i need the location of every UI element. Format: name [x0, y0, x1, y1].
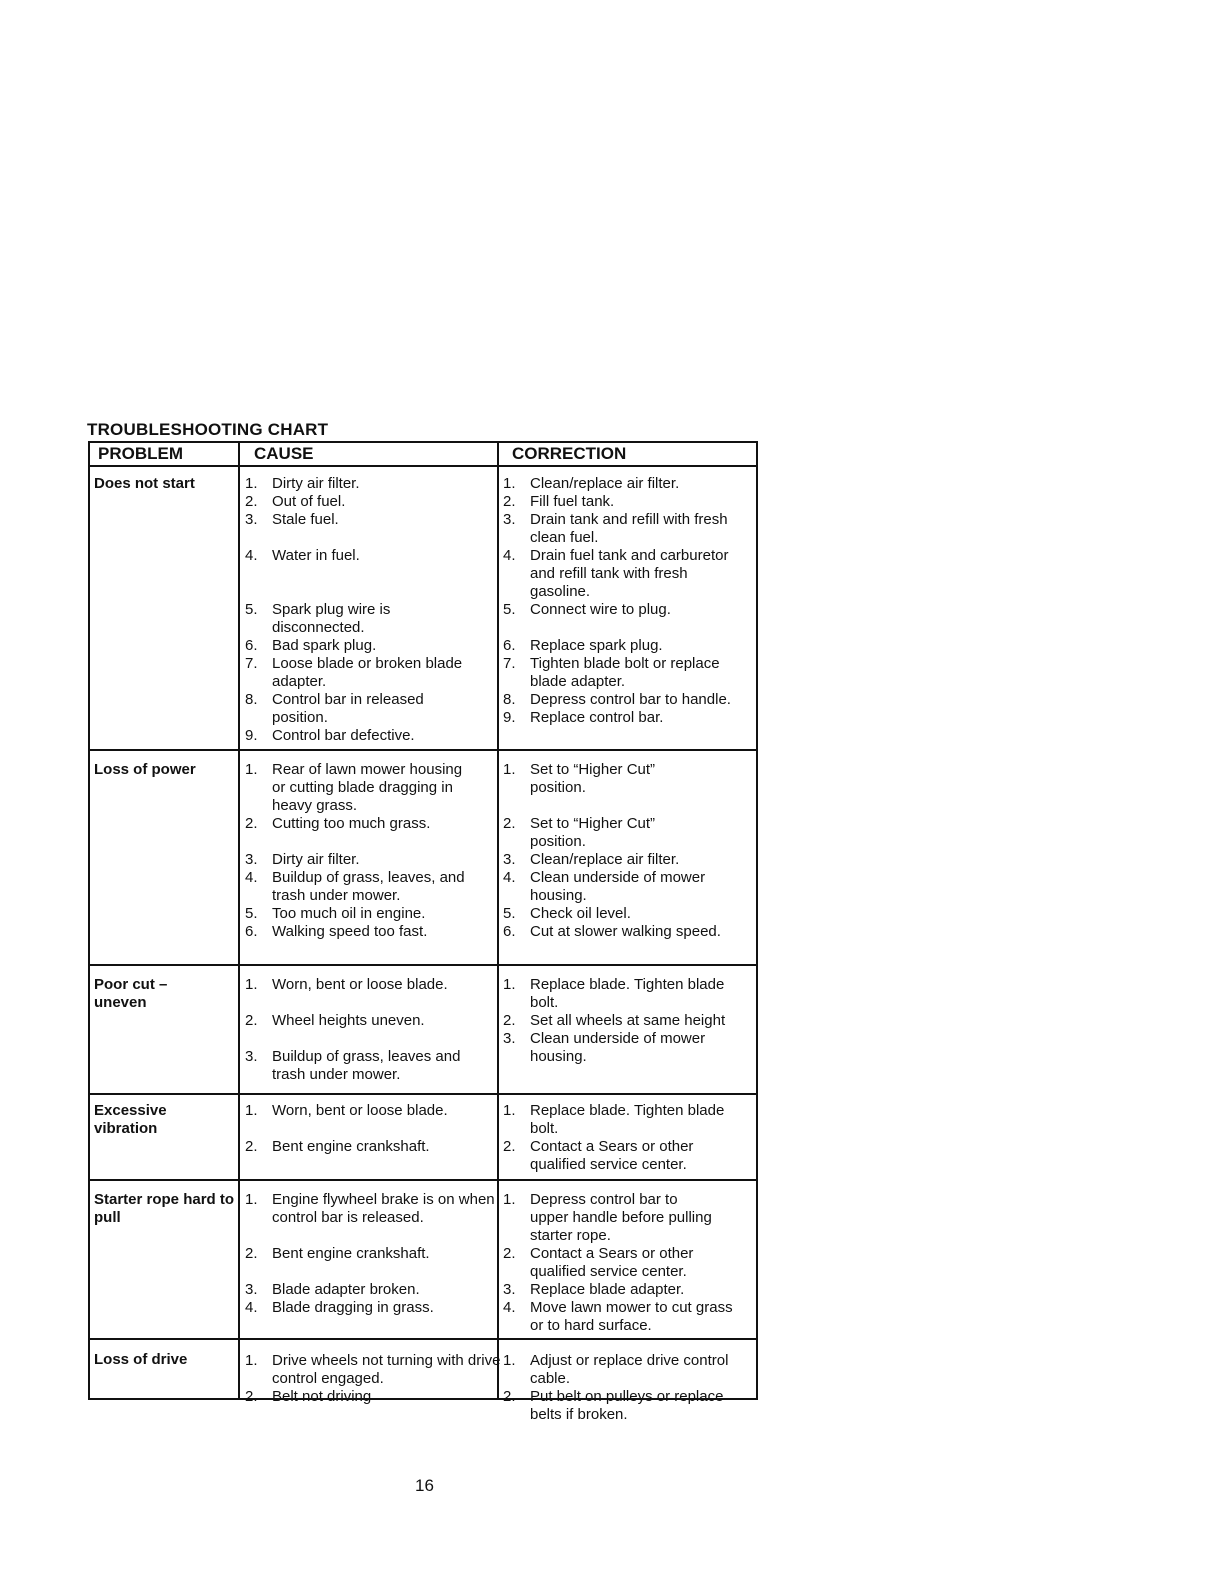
page-number: 16: [415, 1476, 434, 1495]
item-text: Check oil level.: [530, 905, 631, 922]
item-number: 4.: [503, 1299, 516, 1316]
list-item: [245, 1138, 493, 1156]
list-item: [503, 547, 745, 601]
list-item: [503, 1138, 745, 1174]
list-item: [245, 727, 493, 745]
item-text: Worn, bent or loose blade.: [272, 1102, 448, 1119]
item-number: 6.: [503, 637, 516, 654]
header-correction: CORRECTION: [512, 444, 627, 463]
item-text: Adjust or replace drive control cable.: [530, 1352, 729, 1387]
list-item: [245, 691, 482, 727]
list-item: [245, 475, 493, 493]
list-item: [245, 1281, 497, 1299]
list-item: [503, 851, 743, 869]
list-item: [503, 511, 745, 547]
item-number: 1.: [503, 1191, 516, 1208]
list-item: [245, 547, 493, 565]
item-text: Drive wheels not turning with drive control engaged.: [272, 1352, 501, 1387]
item-number: 1.: [503, 976, 516, 993]
item-text: Contact a Sears or other qualified service center.: [530, 1138, 694, 1173]
item-number: 2.: [245, 815, 258, 832]
item-text: Cut at slower walking speed.: [530, 923, 721, 940]
item-text: Loose blade or broken blade adapter.: [272, 655, 463, 690]
correction-list: [503, 1102, 743, 1174]
list-item: [503, 1352, 735, 1388]
item-number: 3.: [503, 511, 516, 528]
item-text: Clean/replace air filter.: [530, 851, 680, 868]
item-number: 3.: [503, 1030, 516, 1047]
item-number: 7.: [503, 655, 516, 672]
item-text: Too much oil in engine.: [272, 905, 426, 922]
item-text: Contact a Sears or other qualified service center.: [530, 1245, 694, 1280]
item-number: 5.: [245, 601, 258, 618]
item-text: Set to “Higher Cut” position.: [530, 815, 656, 850]
list-item: [245, 851, 493, 869]
item-text: Control bar in released position.: [272, 691, 424, 726]
problem-label: Loss of drive: [94, 1351, 188, 1368]
item-number: 3.: [503, 851, 516, 868]
row-divider: [90, 1179, 756, 1181]
item-number: 5.: [503, 601, 516, 618]
item-number: 3.: [245, 1048, 258, 1065]
list-item: [503, 1245, 745, 1281]
list-item: [503, 601, 743, 619]
cause-list: [245, 1191, 497, 1317]
item-number: 6.: [245, 637, 258, 654]
list-item: [503, 709, 743, 727]
item-text: Replace control bar.: [530, 709, 664, 726]
item-text: Cutting too much grass.: [272, 815, 431, 832]
problem-label: Loss of power: [94, 761, 196, 778]
item-number: 2.: [503, 1138, 516, 1155]
list-item: [245, 1245, 497, 1263]
item-text: Replace spark plug.: [530, 637, 663, 654]
item-text: Set to “Higher Cut” position.: [530, 761, 656, 796]
cause-list: [245, 976, 493, 1084]
item-number: 2.: [245, 1388, 258, 1405]
item-number: 2.: [503, 815, 516, 832]
problem-label: Does not start: [94, 475, 195, 492]
correction-list: [503, 1191, 743, 1335]
list-item: [503, 637, 743, 655]
item-text: Clean underside of mower housing.: [530, 869, 706, 904]
list-item: [503, 691, 735, 709]
list-item: [503, 1299, 745, 1335]
item-text: Put belt on pulleys or replace belts if broken.: [530, 1388, 724, 1423]
item-text: Worn, bent or loose blade.: [272, 976, 448, 993]
list-item: [245, 1102, 493, 1120]
problem-label: Excessive vibration: [94, 1102, 167, 1137]
list-item: [245, 1299, 497, 1317]
item-number: 4.: [503, 547, 516, 564]
item-number: 5.: [503, 905, 516, 922]
item-text: Replace blade. Tighten blade bolt.: [530, 976, 725, 1011]
cause-list: [245, 1102, 493, 1156]
item-number: 2.: [503, 1012, 516, 1029]
item-number: 1.: [245, 1191, 258, 1208]
item-number: 2.: [503, 1388, 516, 1405]
row-divider: [90, 964, 756, 966]
list-item: [503, 655, 735, 691]
correction-list: [503, 761, 743, 941]
item-text: Blade dragging in grass.: [272, 1299, 434, 1316]
item-number: 2.: [245, 1012, 258, 1029]
list-item: [503, 923, 730, 941]
list-item: [245, 869, 477, 905]
item-text: Clean/replace air filter.: [530, 475, 680, 492]
chart-title: TROUBLESHOOTING CHART: [87, 420, 329, 439]
item-number: 8.: [245, 691, 258, 708]
correction-list: [503, 1352, 743, 1424]
column-divider-1: [238, 443, 240, 1398]
item-number: 3.: [503, 1281, 516, 1298]
item-text: Depress control bar to handle.: [530, 691, 731, 708]
item-number: 4.: [245, 869, 258, 886]
list-item: [503, 493, 743, 511]
item-text: Buildup of grass, leaves and trash under mower.: [272, 1048, 461, 1083]
item-text: Drain tank and refill with fresh clean fuel.: [530, 511, 728, 546]
troubleshooting-table: [88, 441, 758, 1423]
item-number: 6.: [245, 923, 258, 940]
item-text: Bent engine crankshaft.: [272, 1245, 430, 1262]
item-text: Spark plug wire is disconnected.: [272, 601, 391, 636]
item-number: 1.: [503, 475, 516, 492]
list-item: [245, 1012, 493, 1030]
list-item: [245, 655, 472, 691]
list-item: [245, 1048, 482, 1084]
item-text: Control bar defective.: [272, 727, 415, 744]
item-text: Wheel heights uneven.: [272, 1012, 425, 1029]
item-text: Bent engine crankshaft.: [272, 1138, 430, 1155]
item-number: 1.: [503, 1352, 516, 1369]
item-number: 1.: [245, 1102, 258, 1119]
list-item: [245, 976, 493, 994]
list-item: [503, 976, 735, 1012]
item-number: 3.: [245, 851, 258, 868]
item-number: 4.: [503, 869, 516, 886]
item-text: Tighten blade bolt or replace blade adapter.: [530, 655, 720, 690]
item-text: Rear of lawn mower housing or cutting blade dragging in heavy grass.: [272, 761, 463, 814]
item-number: 2.: [245, 1138, 258, 1155]
item-text: Engine flywheel brake is on when control bar is released.: [272, 1191, 495, 1226]
item-number: 1.: [245, 1352, 258, 1369]
item-number: 1.: [503, 1102, 516, 1119]
list-item: [245, 815, 493, 833]
list-item: [503, 815, 710, 851]
list-item: [503, 1281, 743, 1299]
row-divider: [90, 749, 756, 751]
list-item: [503, 869, 743, 905]
list-item: [503, 475, 743, 493]
list-item: [503, 1191, 720, 1245]
item-text: Bad spark plug.: [272, 637, 377, 654]
row-divider: [90, 1338, 756, 1340]
item-text: Out of fuel.: [272, 493, 346, 510]
column-divider-2: [497, 443, 499, 1398]
cause-list: [245, 761, 493, 941]
item-text: Stale fuel.: [272, 511, 339, 528]
item-text: Buildup of grass, leaves, and trash under mower.: [272, 869, 465, 904]
list-item: [245, 923, 493, 941]
item-text: Move lawn mower to cut grass or to hard surface.: [530, 1299, 733, 1334]
item-text: Replace blade. Tighten blade bolt.: [530, 1102, 725, 1137]
item-text: Drain fuel tank and carburetor and refill tank with fresh gasoline.: [530, 547, 729, 600]
list-item: [503, 1388, 735, 1424]
item-number: 1.: [503, 761, 516, 778]
list-item: [503, 1030, 710, 1066]
item-text: Clean underside of mower housing.: [530, 1030, 706, 1065]
list-item: [245, 637, 493, 655]
header-cause: CAUSE: [254, 444, 314, 463]
list-item: [245, 1352, 512, 1388]
list-item: [245, 601, 442, 637]
list-item: [503, 761, 710, 797]
row-divider: [90, 1093, 756, 1095]
list-item: [245, 511, 493, 529]
item-text: Depress control bar to upper handle before pulling starter rope.: [530, 1191, 712, 1244]
problem-label: Poor cut – uneven: [94, 976, 168, 1011]
correction-list: [503, 475, 743, 727]
table-header: [90, 443, 756, 467]
list-item: [245, 493, 493, 511]
list-item: [503, 905, 743, 923]
item-text: Set all wheels at same height: [530, 1012, 726, 1029]
item-number: 3.: [245, 511, 258, 528]
item-number: 5.: [245, 905, 258, 922]
cause-list: [245, 475, 493, 745]
list-item: [245, 761, 472, 815]
item-number: 2.: [245, 1245, 258, 1262]
item-number: 4.: [245, 547, 258, 564]
item-number: 1.: [245, 475, 258, 492]
item-text: Dirty air filter.: [272, 475, 360, 492]
list-item: [245, 1191, 520, 1227]
item-text: Replace blade adapter.: [530, 1281, 685, 1298]
item-text: Belt not driving: [272, 1388, 372, 1405]
list-item: [245, 905, 493, 923]
item-number: 7.: [245, 655, 258, 672]
item-text: Blade adapter broken.: [272, 1281, 420, 1298]
cause-list: [245, 1352, 501, 1406]
item-text: Water in fuel.: [272, 547, 360, 564]
item-number: 6.: [503, 923, 516, 940]
item-number: 2.: [503, 493, 516, 510]
correction-list: [503, 976, 743, 1066]
item-number: 9.: [503, 709, 516, 726]
list-item: [245, 1388, 493, 1406]
item-number: 8.: [503, 691, 516, 708]
item-number: 9.: [245, 727, 258, 744]
list-item: [503, 1102, 735, 1138]
item-number: 2.: [503, 1245, 516, 1262]
item-text: Walking speed too fast.: [272, 923, 428, 940]
item-number: 3.: [245, 1281, 258, 1298]
item-number: 1.: [245, 976, 258, 993]
problem-label: Starter rope hard to pull: [94, 1191, 235, 1226]
item-number: 1.: [245, 761, 258, 778]
header-problem: PROBLEM: [98, 444, 183, 463]
item-number: 2.: [245, 493, 258, 510]
item-text: Dirty air filter.: [272, 851, 360, 868]
item-text: Fill fuel tank.: [530, 493, 615, 510]
item-text: Connect wire to plug.: [530, 601, 671, 618]
item-number: 4.: [245, 1299, 258, 1316]
list-item: [503, 1012, 735, 1030]
